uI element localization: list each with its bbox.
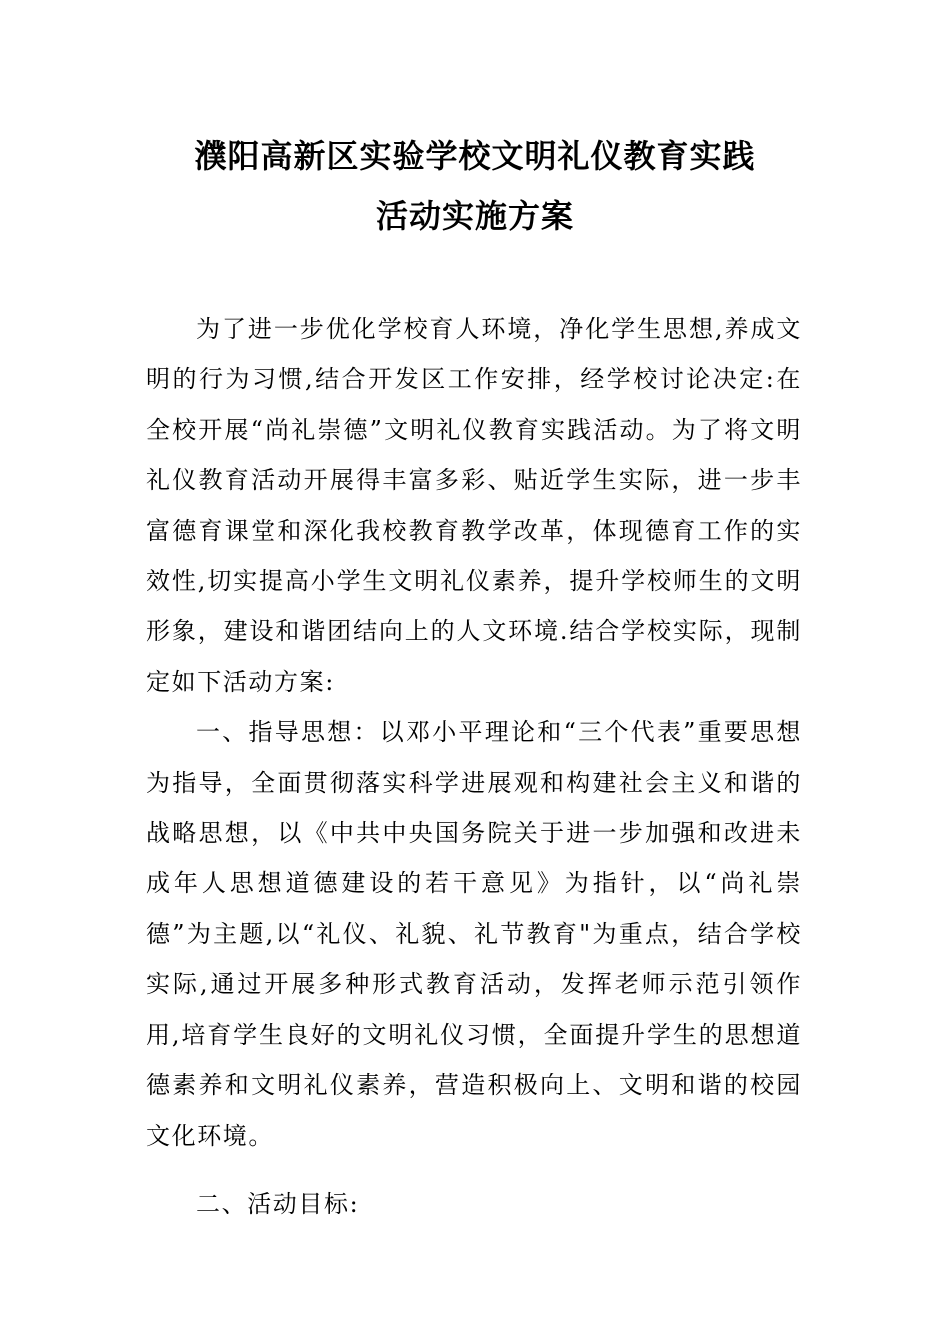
activity-goals-heading: 二、活动目标:	[196, 1189, 360, 1218]
title-line-1: 濮阳高新区实验学校文明礼仪教育实践	[194, 137, 756, 175]
intro-paragraph: 为了进一步优化学校育人环境，净化学生思想,养成文明的行为习惯,结合开发区工作安排，经学校讨论决定:在全校开展“尚礼崇德”文明礼仪教育实践活动。为了将文明礼仪教育活动开展得丰富多彩、贴近学生实际，进一步丰富德育课堂和深化我校教育教学改革，体现德育工作的实效性,切实提高小学生文明礼仪素养，提升学校师生的文明形象，建设和谐团结向上的人文环境.结合学校实际，现制定如下活动方案:	[146, 315, 802, 696]
document-body	[146, 304, 802, 1229]
document-title	[120, 126, 830, 246]
title-line-2: 活动实施方案	[375, 197, 574, 235]
guiding-ideology-paragraph: 一、指导思想：以邓小平理论和“三个代表”重要思想为指导，全面贯彻落实科学进展观和构建社会主义和谐的战略思想，以《中共中央国务院关于进一步加强和改进未成年人思想道德建设的若干意见》为指针，以“尚礼崇德”为主题,以“礼仪、礼貌、礼节教育"为重点，结合学校实际,通过开展多种形式教育活动，发挥老师示范引领作用,培育学生良好的文明礼仪习惯，全面提升学生的思想道德素养和文明礼仪素养，营造积极向上、文明和谐的校园文化环境。	[146, 718, 802, 1150]
